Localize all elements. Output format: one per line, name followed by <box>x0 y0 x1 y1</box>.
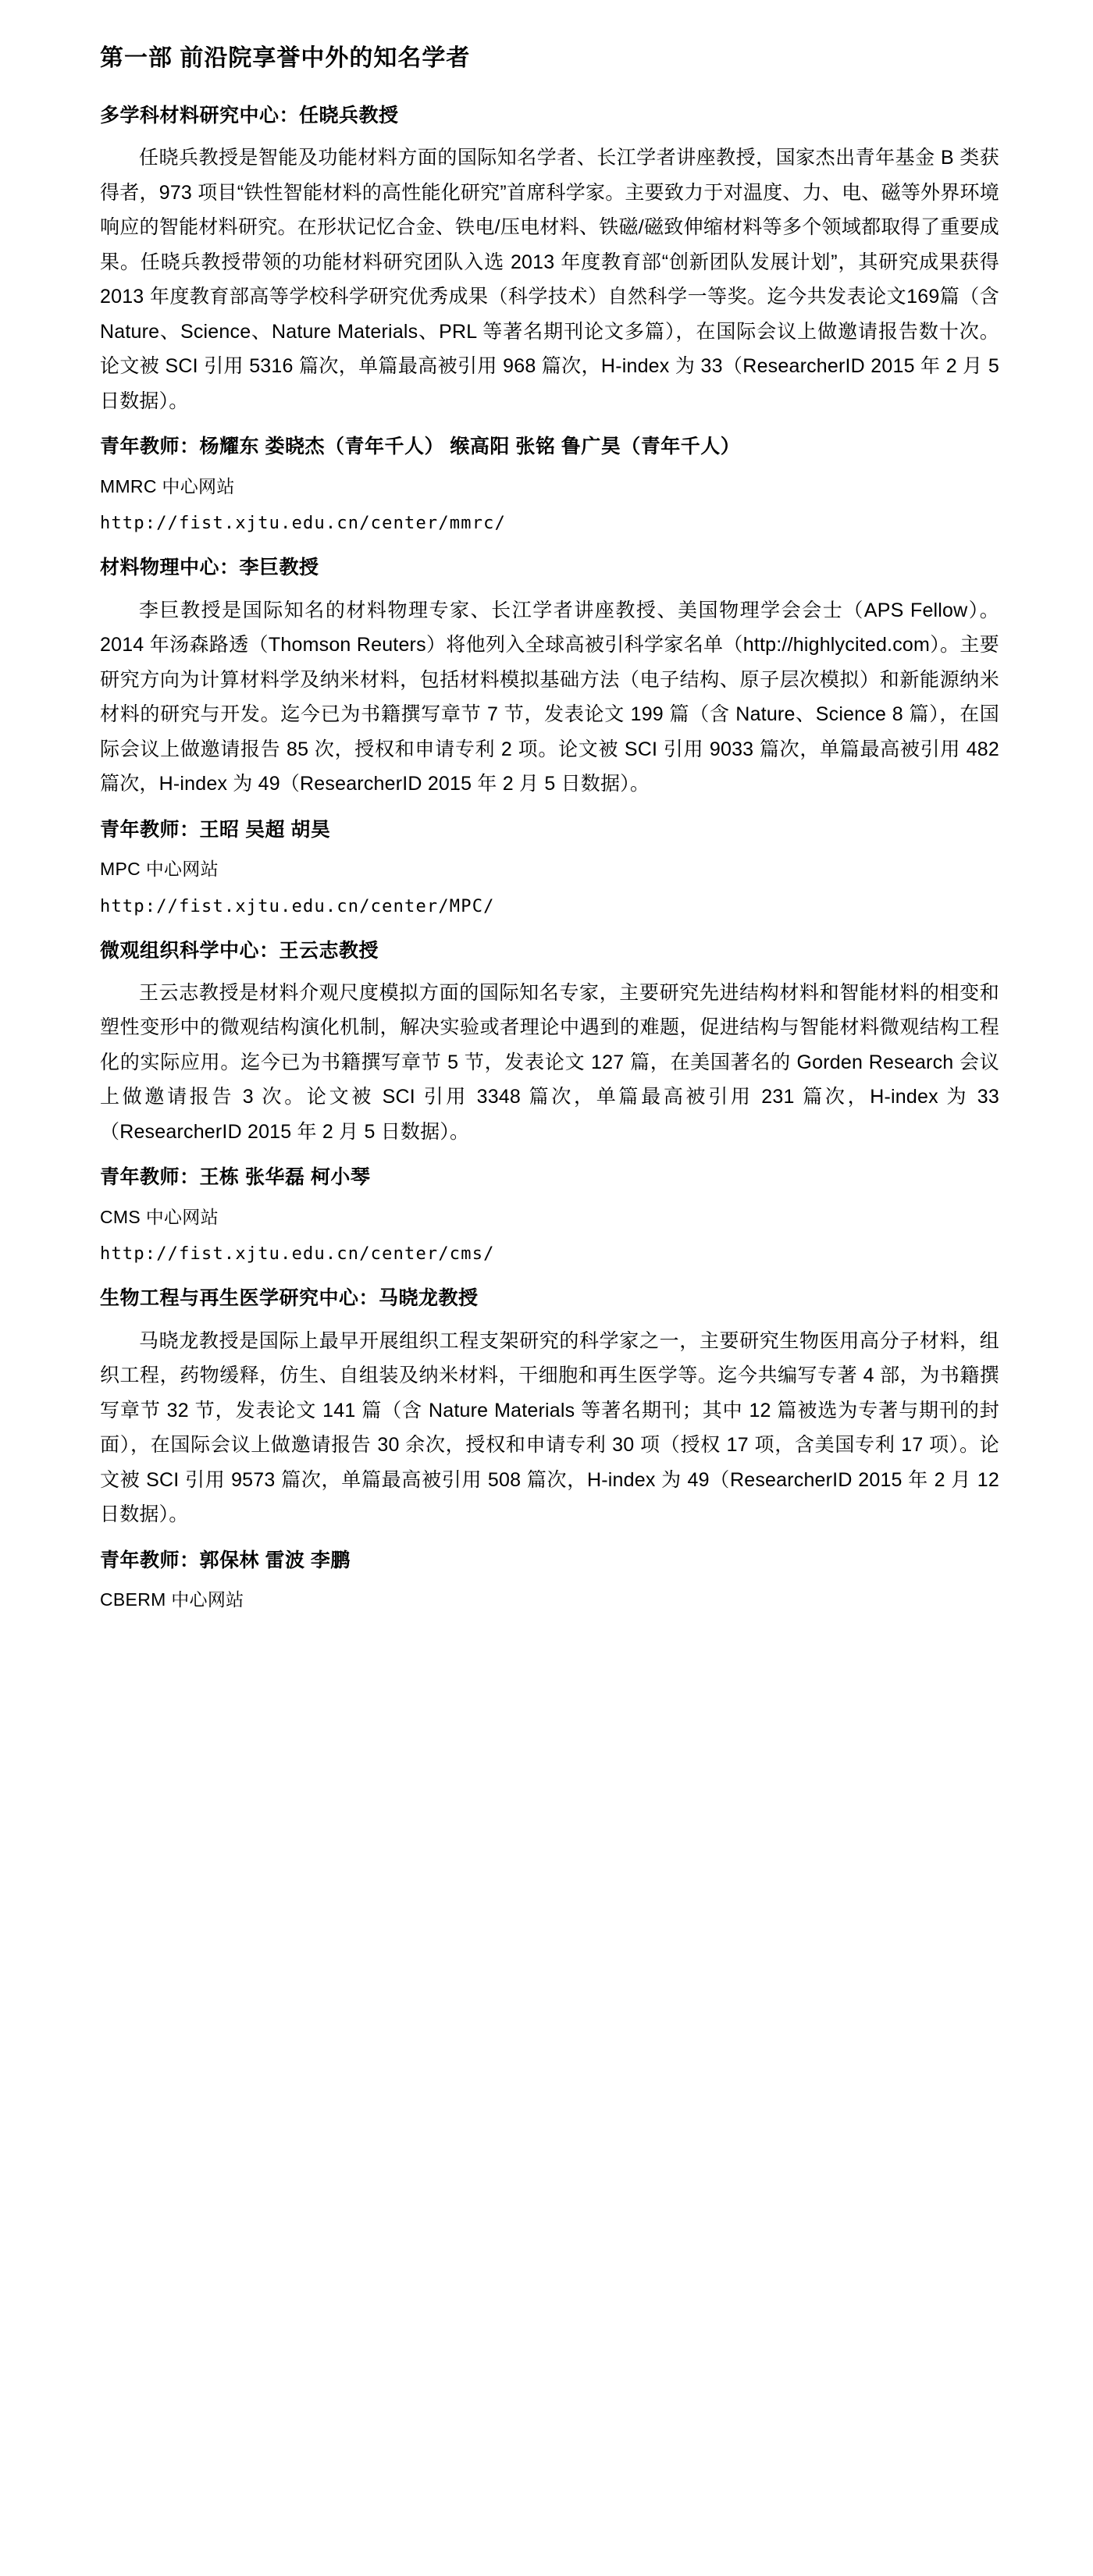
section-paragraph: 李巨教授是国际知名的材料物理专家、长江学者讲座教授、美国物理学会会士（APS Fellow）。2014 年汤森路透（Thomson Reuters）将他列入全球高被引科学家名单（http://highlycited.com）。主要研究方向为计算材料学及纳米材料，包括材料模拟基础方法（电子结构、原子层次模拟）和新能源纳米材料的研究与开发。迄今已为书籍撰写章节 7 节，发表论文 199 篇（含 Nature、Science 8 篇），在国际会议上做邀请报告 85 次，授权和申请专利 2 项。论文被 SCI 引用 9033 篇次，单篇最高被引用 482 篇次，H-index 为 49（ResearcherID 2015 年 2 月 5 日数据）。 <box>100 599 999 795</box>
section-site-label: MMRC 中心网站 <box>100 475 235 496</box>
section-mpc <box>100 553 999 919</box>
section-cberm <box>100 1284 999 1613</box>
section-site-label: CMS 中心网站 <box>100 1206 219 1227</box>
section-heading: 生物工程与再生医学研究中心：马晓龙教授 <box>100 1287 479 1310</box>
section-heading: 材料物理中心：李巨教授 <box>100 557 319 579</box>
section-url[interactable]: http://fist.xjtu.edu.cn/center/cms/ <box>100 1244 495 1265</box>
section-paragraph: 王云志教授是材料介观尺度模拟方面的国际知名专家，主要研究先进结构材料和智能材料的相变和塑性变形中的微观结构演化机制，解决实验或者理论中遇到的难题，促进结构与智能材料微观结构工程化的实际应用。迄今已为书籍撰写章节 5 节，发表论文 127 篇，在美国著名的 Gorden Research 会议上做邀请报告 3 次。论文被 SCI 引用 3348 篇次，单篇最高被引用 231 篇次，H-index 为 33（ResearcherID 2015 年 2 月 5 日数据）。 <box>100 981 999 1143</box>
section-teachers: 青年教师：郭保林 雷波 李鹏 <box>100 1549 351 1571</box>
section-paragraph: 任晓兵教授是智能及功能材料方面的国际知名学者、长江学者讲座教授，国家杰出青年基金 B 类获得者，973 项目“铁性智能材料的高性能化研究”首席科学家。主要致力于对温度、力、电、磁等外界环境响应的智能材料研究。在形状记忆合金、铁电/压电材料、铁磁/磁致伸缩材料等多个领域都取得了重要成果。任晓兵教授带领的功能材料研究团队入选 2013 年度教育部“创新团队发展计划”，其研究成果获得 2013 年度教育部高等学校科学研究优秀成果（科学技术）自然科学一等奖。迄今共发表论文169篇（含Nature、Science、Nature Materials、PRL 等著名期刊论文多篇），在国际会议上做邀请报告数十次。论文被 SCI 引用 5316 篇次，单篇最高被引用 968 篇次，H-index 为 33（ResearcherID 2015 年 2 月 5 日数据）。 <box>100 147 999 412</box>
section-teachers: 青年教师：杨耀东 娄晓杰（青年千人） 缑高阳 张铭 鲁广昊（青年千人） <box>100 436 741 458</box>
section-paragraph: 马晓龙教授是国际上最早开展组织工程支架研究的科学家之一，主要研究生物医用高分子材料，组织工程，药物缓释，仿生、自组装及纳米材料，干细胞和再生医学等。迄今共编写专著 4 部，为书籍撰写章节 32 节，发表论文 141 篇（含 Nature Materials 等著名期刊；其中 12 篇被选为专著与期刊的封面），在国际会议上做邀请报告 30 余次，授权和申请专利 30 项（授权 17 项，含美国专利 17 项）。论文被 SCI 引用 9573 篇次，单篇最高被引用 508 篇次，H-index 为 49（ResearcherID 2015 年 2 月 12 日数据）。 <box>100 1329 999 1525</box>
section-url[interactable]: http://fist.xjtu.edu.cn/center/mmrc/ <box>100 514 507 534</box>
page-title: 第一部 前沿院享誉中外的知名学者 <box>100 45 471 71</box>
section-url[interactable]: http://fist.xjtu.edu.cn/center/MPC/ <box>100 896 495 916</box>
section-teachers: 青年教师：王栋 张华磊 柯小琴 <box>100 1166 371 1189</box>
section-heading: 多学科材料研究中心：任晓兵教授 <box>100 105 399 126</box>
section-site-label: CBERM 中心网站 <box>100 1589 244 1610</box>
section-site-label: MPC 中心网站 <box>100 859 219 879</box>
section-cms <box>100 937 999 1268</box>
section-heading: 微观组织科学中心：王云志教授 <box>100 939 379 962</box>
section-teachers: 青年教师：王昭 吴超 胡昊 <box>100 818 331 841</box>
section-mmrc <box>100 101 999 536</box>
